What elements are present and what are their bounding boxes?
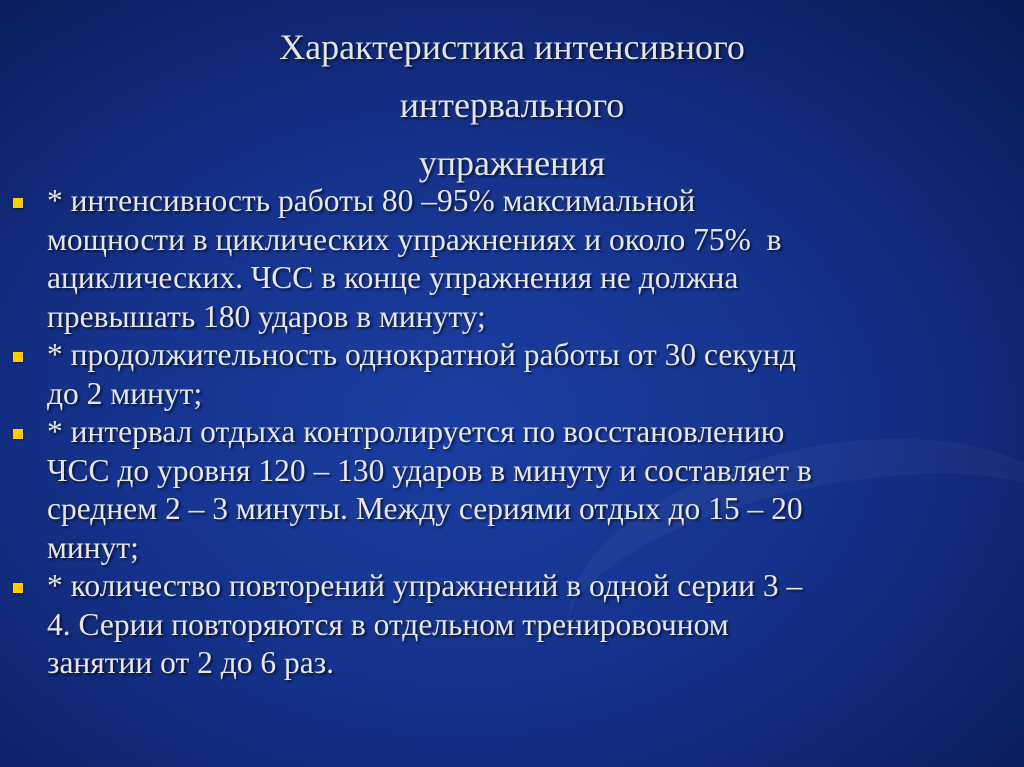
bullet-line: превышать 180 ударов в минуту;	[47, 298, 486, 334]
bullet-line: 4. Серии повторяются в отдельном тренировочном	[47, 606, 729, 642]
bullet-item	[0, 182, 1024, 336]
bullet-line: * количество повторений упражнений в одной серии 3 –	[47, 568, 803, 603]
bullet-line: минут;	[47, 529, 139, 565]
bullet-item	[0, 413, 1024, 567]
bullet-line: * интенсивность работы 80 –95% максимальной	[47, 183, 696, 218]
bullet-line: ЧСС до уровня 120 – 130 ударов в минуту и составляет в	[47, 452, 812, 488]
square-bullet-icon	[13, 198, 23, 208]
bullet-line: среднем 2 – 3 минуты. Между сериями отдых до 15 – 20	[47, 491, 803, 526]
bullet-list	[0, 182, 1024, 683]
bullet-line: мощности в циклических упражнениях и около 75% в	[47, 221, 782, 257]
title-line: упражнения	[418, 143, 606, 183]
bullet-item	[0, 336, 1024, 413]
slide-title	[0, 18, 1024, 192]
bullet-line: занятии от 2 до 6 раз.	[47, 645, 335, 680]
square-bullet-icon	[13, 429, 23, 439]
square-bullet-icon	[13, 583, 23, 593]
title-line: интервального	[399, 85, 625, 125]
bullet-line: * продолжительность однократной работы от 30 секунд	[47, 337, 796, 372]
bullet-line: ациклических. ЧСС в конце упражнения не должна	[47, 260, 739, 295]
bullet-item	[0, 567, 1024, 683]
title-line: Характеристика интенсивного	[279, 27, 745, 67]
bullet-line: * интервал отдыха контролируется по восстановлению	[47, 414, 785, 449]
square-bullet-icon	[13, 352, 23, 362]
bullet-line: до 2 минут;	[47, 375, 203, 411]
